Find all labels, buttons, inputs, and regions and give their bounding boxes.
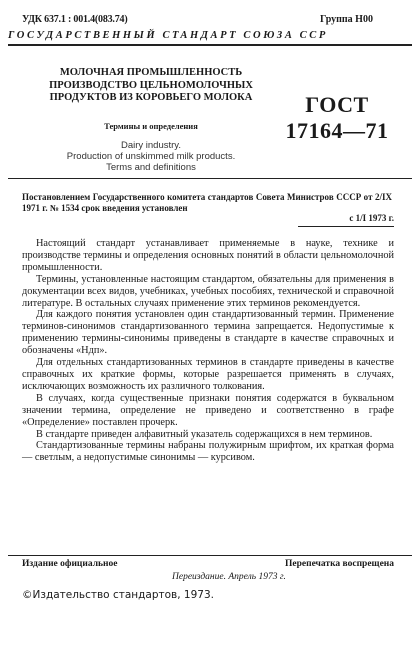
copyright-note: ©Издательство стандартов, 1973.: [22, 589, 214, 601]
title-line-1: МОЛОЧНАЯ ПРОМЫШЛЕННОСТЬ: [59, 67, 243, 78]
gost-number: 17164—71: [285, 118, 389, 143]
reissue-note: Переиздание. Апрель 1973 г.: [172, 572, 286, 582]
paragraph-5: В случаях, когда существенные признаки понятия содержатся в буквальном значении термина, определение не приведено и соответственно в графе «Определение» поставлен прочерк.: [22, 392, 394, 428]
decree-text: Постановлением Государственного комитета стандартов Совета Министров СССР от 2/IX 1971 г. № 1534 срок введения установлен: [22, 192, 392, 213]
standard-subtitle: Термины и определения: [104, 121, 198, 131]
paragraph-1: Настоящий стандарт устанавливает применяемые в науке, технике и производстве термины и определения основных понятий в области цельномолочной промышленности.: [22, 238, 394, 273]
paragraph-2: Термины, установленные настоящим стандартом, обязательны для применения в документации всех видов, учебниках, учебных пособиях, технической и справочной литературе. В остальных случаях применение этих терминов рекомендуется.: [22, 273, 394, 309]
reprint-prohibited-note: Перепечатка воспрещена: [285, 559, 395, 569]
gost-number-block: [282, 92, 392, 144]
udk-code: УДК 637.1 : 001.4(083.74): [22, 14, 128, 25]
footer-rule: [8, 555, 412, 556]
paragraph-3: Для каждого понятия установлен один стандартизованный термин. Применение терминов-синонимов стандартизованного термина запрещается. Недопустимые к применению термины-синонимы приведены в стандарте в качестве справочных и обозначены «Ндп».: [22, 309, 394, 357]
paragraph-7: Стандартизованные термины набраны полужирным шрифтом, их краткая форма — светлым, а недопустимые синонимы — курсивом.: [22, 440, 394, 464]
english-title-line-3: Terms and definitions: [106, 162, 196, 173]
top-rule: [8, 44, 412, 46]
group-code: Группа Н00: [320, 14, 373, 25]
paragraph-4: Для отдельных стандартизованных терминов в стандарте приведены в качестве справочных их краткие формы, которые разрешается применять в случаях, исключающих возможность их различного толкования.: [22, 357, 394, 392]
document-body: [22, 238, 394, 464]
organization-banner: ГОСУДАРСТВЕННЫЙ СТАНДАРТ СОЮЗА ССР: [8, 30, 328, 41]
english-title: [36, 140, 266, 173]
date-underline: [298, 226, 394, 227]
english-title-line-1: Dairy industry.: [120, 140, 181, 151]
section-rule: [8, 178, 412, 179]
english-title-line-2: Production of unskimmed milk products.: [66, 151, 236, 162]
title-line-2: ПРОИЗВОДСТВО ЦЕЛЬНОМОЛОЧНЫХ: [49, 79, 253, 91]
official-edition-note: Издание официальное: [22, 559, 118, 569]
title-line-3: ПРОДУКТОВ ИЗ КОРОВЬЕГО МОЛОКА: [49, 92, 253, 103]
standard-title: [36, 67, 266, 105]
gost-label: ГОСТ: [305, 92, 369, 117]
effective-date: с 1/I 1973 г.: [349, 213, 394, 223]
paragraph-6: В стандарте приведен алфавитный указатель содержащихся в нем терминов.: [36, 428, 373, 440]
